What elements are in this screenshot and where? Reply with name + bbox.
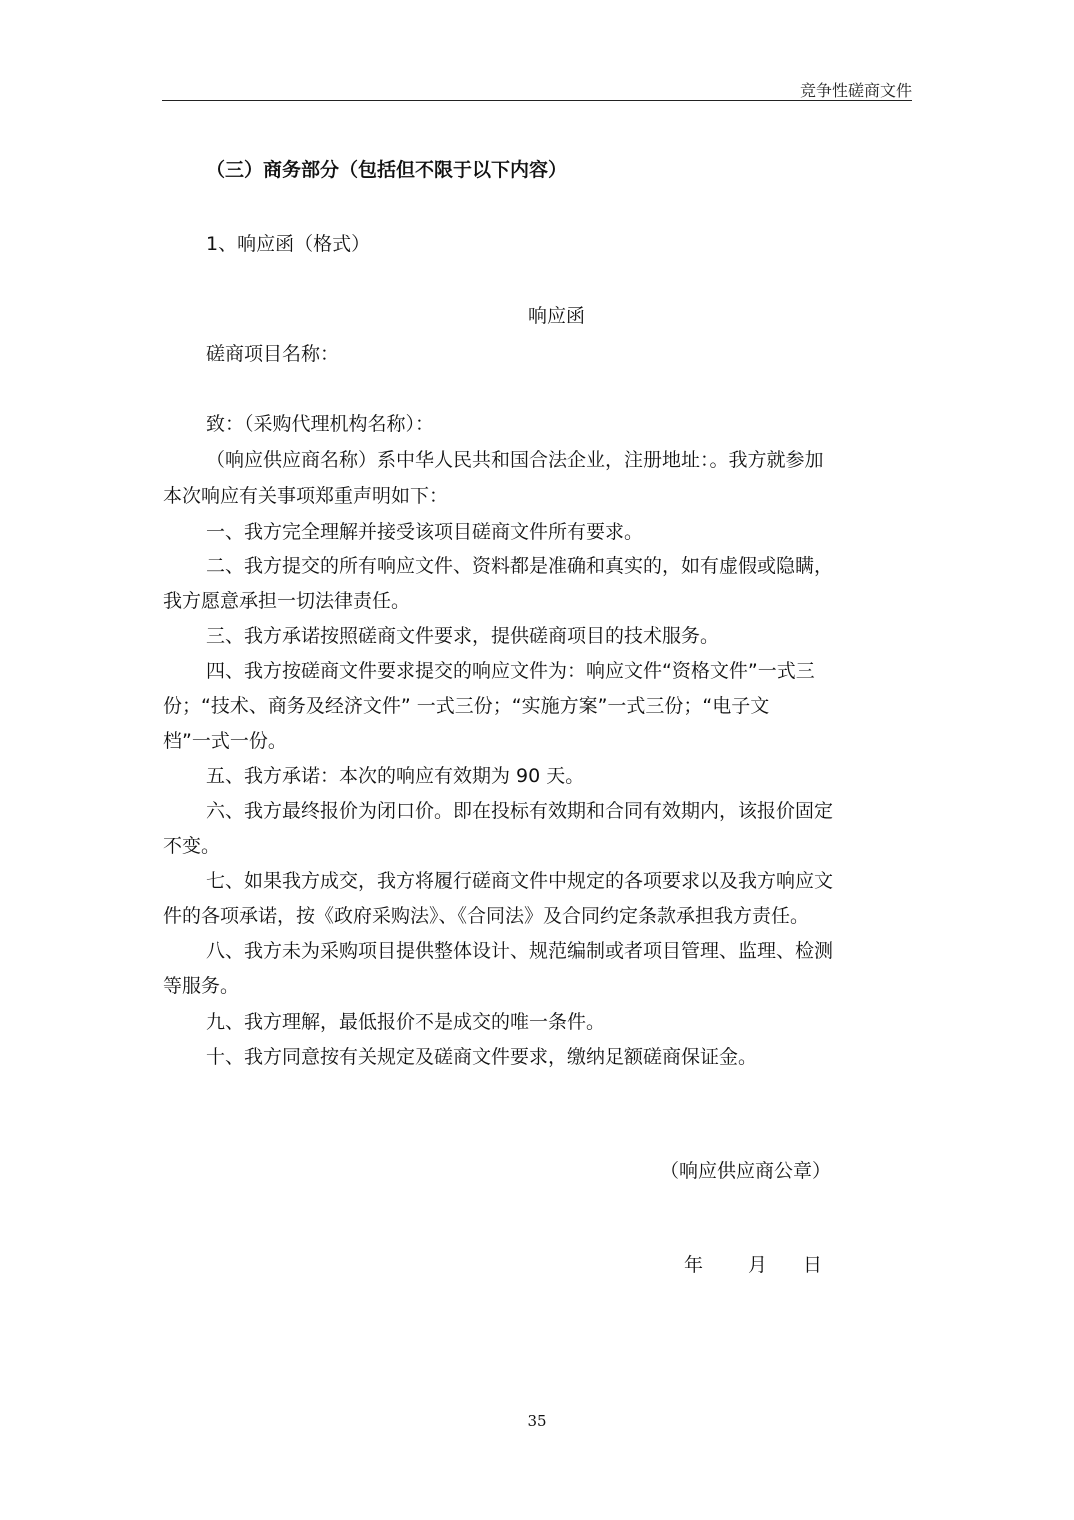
item-line: 一、我方完全理解并接受该项目磋商文件所有要求。 bbox=[206, 521, 644, 543]
item-line: 等服务。 bbox=[163, 975, 240, 997]
item-line: 十、我方同意按有关规定及磋商文件要求，缴纳足额磋商保证金。 bbox=[206, 1046, 758, 1068]
letter-title: 响应函 bbox=[528, 305, 586, 327]
item-line: 不变。 bbox=[163, 835, 221, 857]
item-line: 五、我方承诺：本次的响应有效期为 90 天。 bbox=[206, 765, 585, 787]
subsection-title: 1、响应函（格式） bbox=[206, 233, 371, 255]
item-line: 九、我方理解，最低报价不是成交的唯一条件。 bbox=[206, 1011, 606, 1033]
item-line: 我方愿意承担一切法律责任。 bbox=[163, 590, 411, 612]
section-heading: （三）商务部分（包括但不限于以下内容） bbox=[206, 159, 568, 181]
date-day: 日 bbox=[803, 1254, 823, 1276]
item-line: 档”一式一份。 bbox=[163, 730, 287, 752]
item-line: 二、我方提交的所有响应文件、资料都是准确和真实的，如有虚假或隐瞒， bbox=[206, 555, 834, 577]
intro-line-1: （响应供应商名称）系中华人民共和国合法企业，注册地址：。我方就参加 bbox=[206, 449, 824, 471]
item-line: 七、如果我方成交，我方将履行磋商文件中规定的各项要求以及我方响应文 bbox=[206, 870, 834, 892]
item-line: 件的各项承诺，按《政府采购法》、《合同法》及合同约定条款承担我方责任。 bbox=[163, 905, 810, 927]
date-month: 月 bbox=[748, 1254, 768, 1276]
item-line: 三、我方承诺按照磋商文件要求，提供磋商项目的技术服务。 bbox=[206, 625, 720, 647]
header-title: 竞争性磋商文件 bbox=[799, 81, 912, 100]
header-divider bbox=[162, 100, 912, 101]
item-line: 四、我方按磋商文件要求提交的响应文件为：响应文件“资格文件”一式三 bbox=[206, 660, 815, 682]
salutation: 致：（采购代理机构名称）： bbox=[206, 413, 435, 435]
item-line: 六、我方最终报价为闭口价。即在投标有效期和合同有效期内，该报价固定 bbox=[206, 800, 834, 822]
item-line: 八、我方未为采购项目提供整体设计、规范编制或者项目管理、监理、检测 bbox=[206, 940, 834, 962]
project-name-label: 磋商项目名称： bbox=[206, 343, 340, 365]
date-year: 年 bbox=[684, 1254, 704, 1276]
intro-line-2: 本次响应有关事项郑重声明如下： bbox=[163, 485, 449, 507]
item-line: 份；“技术、商务及经济文件” 一式三份；“实施方案”一式三份；“电子文 bbox=[163, 695, 770, 717]
seal-placeholder: （响应供应商公章） bbox=[660, 1160, 832, 1182]
page-number: 35 bbox=[527, 1412, 547, 1430]
